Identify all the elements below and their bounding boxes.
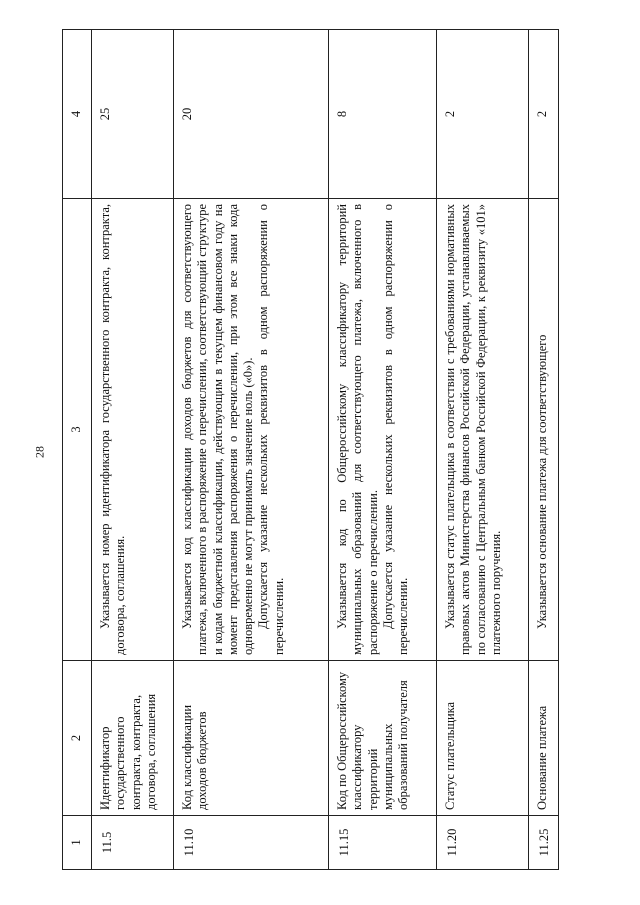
header-col-2: 2 (63, 661, 92, 816)
field-length: 2 (437, 30, 529, 199)
requisite-description: Указывается код классификации доходов бюджетов для соответствующего платежа, включенного в распоряжение о перечислении, соответствующий структуре и кодам бюджетной классификации, действующим в текущем финансовом году на момент представления распоряжения о перечислении, при этом все знаки кода одновременно не могут принимать значение ноль («0»). Допускается указание нескольких реквизитов в одном распоряжении о перечислении. (174, 199, 329, 661)
header-col-3: 3 (63, 199, 92, 661)
field-length: 2 (529, 30, 559, 199)
header-col-4: 4 (63, 30, 92, 199)
table-rotated-container (62, 30, 557, 870)
page-number: 28 (32, 446, 47, 458)
row-number: 11.15 (329, 816, 437, 870)
requisite-name: Идентификатор государственного контракта, контракта, договора, соглашения (92, 661, 174, 816)
requisite-name: Статус плательщика (437, 661, 529, 816)
requisite-description: Указывается номер идентификатора государственного контракта, контракта, договора, соглашения. (92, 199, 174, 661)
requisite-name: Основание платежа (529, 661, 559, 816)
requisite-name: Код классификации доходов бюджетов (174, 661, 329, 816)
field-length: 25 (92, 30, 174, 199)
requisite-name: Код по Общероссийскому классификатору территорий муниципальных образований получателя (329, 661, 437, 816)
requisites-table (62, 29, 559, 870)
table-row (92, 30, 174, 870)
table-row (529, 30, 559, 870)
field-length: 8 (329, 30, 437, 199)
header-col-1: 1 (63, 816, 92, 870)
row-number: 11.10 (174, 816, 329, 870)
field-length: 20 (174, 30, 329, 199)
requisite-description: Указывается основание платежа для соответствующего (529, 199, 559, 661)
table-row (437, 30, 529, 870)
row-number: 11.20 (437, 816, 529, 870)
table-row (329, 30, 437, 870)
table-row (174, 30, 329, 870)
row-number: 11.25 (529, 816, 559, 870)
header-row (63, 30, 92, 870)
row-number: 11.5 (92, 816, 174, 870)
requisite-description: Указывается код по Общероссийскому классификатору территорий муниципальных образований для соответствующего платежа, включенного в распоряжение о перечислении. Допускается указание нескольких реквизитов в одном распоряжении о перечислении. (329, 199, 437, 661)
requisite-description: Указывается статус плательщика в соответствии с требованиями нормативных правовых актов Министерства финансов Российской Федерации, устанавливаемых по согласованию с Центральным банком Российской Федерации, к реквизиту «101» платежного поручения. (437, 199, 529, 661)
